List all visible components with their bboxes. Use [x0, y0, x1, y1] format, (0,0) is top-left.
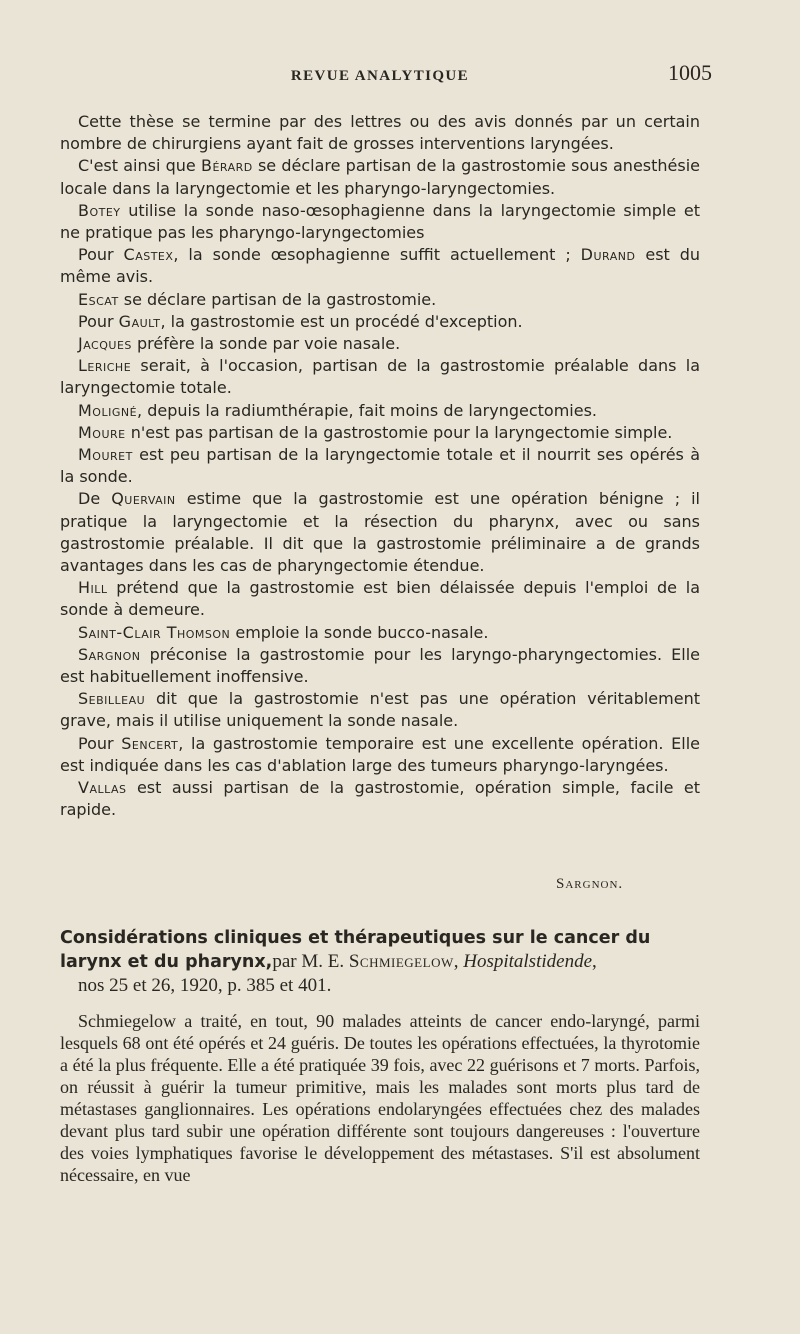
review-paragraph: Cette thèse se termine par des lettres ou des avis donnés par un certain nombre de chirurgiens ayant fait de grosses interventions laryngées.: [60, 112, 700, 154]
surgeon-name: Durand: [580, 245, 636, 265]
surgeon-name: Sargnon: [78, 644, 141, 664]
review-paragraph: Leriche serait, à l'occasion, partisan de la gastrostomie préalable dans la laryngectomie totale.: [60, 356, 700, 398]
surgeon-name: Leriche: [78, 356, 132, 376]
article-author: Schmiegelow: [348, 951, 454, 972]
review-paragraph: Saint-Clair Thomson emploie la sonde bucco-nasale.: [78, 622, 489, 642]
surgeon-name: Quervain: [111, 489, 176, 509]
review-paragraph: Moligné, depuis la radiumthérapie, fait moins de laryngectomies.: [78, 400, 597, 420]
surgeon-name: Gault: [118, 311, 161, 331]
review-paragraph: Mouret est peu partisan de la laryngectomie totale et il nourrit ses opérés à la sonde.: [60, 445, 700, 487]
surgeon-name: Escat: [78, 289, 119, 309]
surgeon-name: Hill: [78, 578, 108, 598]
article-paragraph: Schmiegelow a traité, en tout, 90 malades atteints de cancer endo-laryngé, parmi lesquels 68 ont été opérés et 24 guéris. De toutes les opérations effectuées, la thyrotomie a été la plus fréquente. Elle a été pratiquée 39 fois, avec 22 guérisons et 7 morts. Parfois, on réussit à guérir la tumeur primitive, mais les malades sont morts plus tard de métastases ganglionnaires. Les opérations endolaryngées effectuées chez des malades devant plus tard subir une opération différente sont toujours dangereuses : l'ouverture des voies lymphatiques favorise le développement des métastases. S'il est absolument nécessaire, en vue: [60, 1011, 700, 1185]
surgeon-name: Botey: [78, 200, 121, 220]
review-paragraph: Pour Gault, la gastrostomie est un procédé d'exception.: [78, 311, 523, 331]
surgeon-name: Sebilleau: [78, 689, 146, 709]
journal-name: Hospitalstidende: [463, 951, 593, 972]
review-section: [60, 111, 700, 822]
review-signature: Sargnon.: [556, 876, 624, 892]
running-title: REVUE ANALYTIQUE: [290, 68, 470, 84]
review-paragraph: Botey utilise la sonde naso-œsophagienne dans la laryngectomie simple et ne pratique pas les pharyngo-laryngectomies: [60, 200, 700, 243]
surgeon-name: Moligné: [78, 400, 138, 420]
review-paragraph: Hill prétend que la gastrostomie est bien délaissée depuis l'emploi de la sonde à demeure.: [60, 578, 700, 620]
surgeon-name: Jacques: [78, 334, 132, 354]
article-body: [60, 1010, 700, 1186]
review-paragraph: Sargnon préconise la gastrostomie pour les laryngo-pharyngectomies. Elle est habituellement inoffensive.: [60, 644, 700, 687]
surgeon-name: Saint-Clair Thomson: [78, 622, 231, 642]
review-paragraph: Pour Castex, la sonde œsophagienne suffit actuellement ; Durand est du même avis.: [60, 245, 701, 287]
review-paragraph: C'est ainsi que Bérard se déclare partisan de la gastrostomie sous anesthésie locale dans la laryngectomie et les pharyngo-laryngectomies.: [60, 156, 701, 198]
page-number: 1005: [668, 60, 712, 85]
surgeon-name: Castex: [123, 245, 174, 265]
review-paragraph: Jacques préfère la sonde par voie nasale.: [78, 334, 401, 354]
review-paragraph: Sebilleau dit que la gastrostomie n'est pas une opération véritablement grave, mais il utilise uniquement la sonde nasale.: [60, 689, 700, 731]
article-title: Considérations cliniques et thérapeutiques sur le cancer du larynx et du pharynx,: [60, 928, 651, 972]
surgeon-name: Sencert: [121, 733, 179, 753]
review-paragraph: Vallas est aussi partisan de la gastrostomie, opération simple, facile et rapide.: [60, 778, 700, 820]
surgeon-name: Moure: [78, 422, 126, 442]
article-heading: Considérations cliniques et thérapeutiques sur le cancer du larynx et du pharynx,par M. E. Schmiegelow, Hospitalstidende, nos 25 et 26, 1920, p. 385 et 401.: [60, 926, 700, 997]
review-paragraph: De Quervain estime que la gastrostomie est une opération bénigne ; il pratique la laryngectomie et la résection du pharynx, avec ou sans gastrostomie préalable. Il dit que la gastrostomie préliminaire a de grands avantages dans les cas de pharyngectomie étendue.: [60, 489, 701, 576]
article-reference: nos 25 et 26, 1920, p. 385 et 401.: [78, 975, 332, 996]
review-paragraph: Escat se déclare partisan de la gastrostomie.: [78, 289, 437, 309]
surgeon-name: Vallas: [78, 778, 127, 798]
surgeon-name: Bérard: [200, 156, 253, 176]
review-paragraph: Pour Sencert, la gastrostomie temporaire est une excellente opération. Elle est indiquée dans les cas d'ablation large des tumeurs pharyngo-laryngées.: [60, 733, 701, 775]
surgeon-name: Mouret: [78, 445, 133, 465]
author-prefix: par M. E.: [272, 951, 349, 972]
review-paragraph: Moure n'est pas partisan de la gastrostomie pour la laryngectomie simple.: [78, 422, 673, 442]
page-header: [60, 60, 712, 92]
